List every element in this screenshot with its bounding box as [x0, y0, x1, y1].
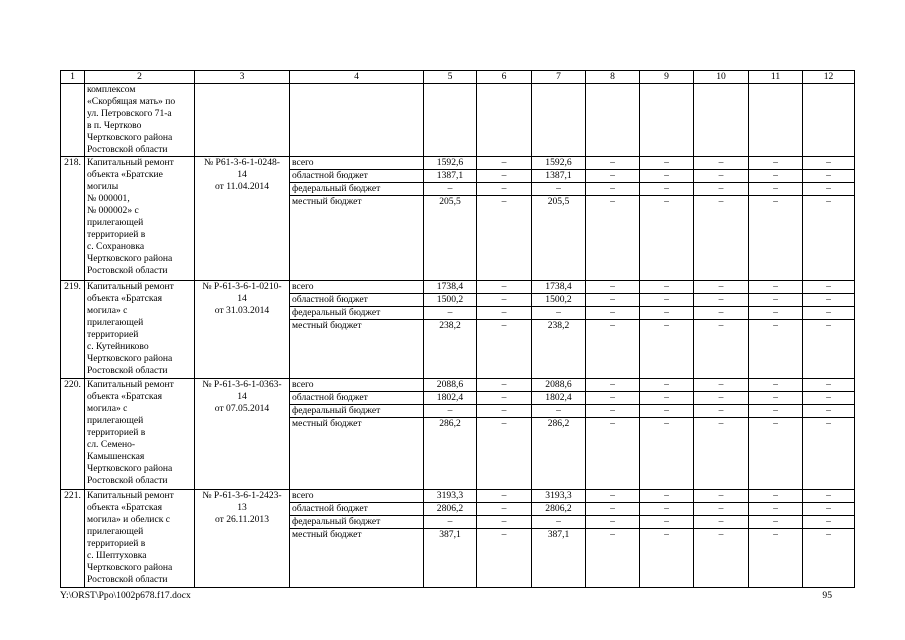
- value-col-10: –: [694, 281, 749, 294]
- row-number-cell: [61, 84, 85, 157]
- empty-cell: [290, 84, 424, 157]
- value-col-7: 205,5: [532, 196, 586, 281]
- value-col-6: –: [477, 529, 532, 588]
- budget-label: всего: [290, 490, 424, 503]
- row-number: 218.: [61, 157, 85, 281]
- value-col-5: 1802,4: [424, 392, 477, 405]
- empty-cell: [640, 84, 694, 157]
- value-col-9: –: [640, 405, 694, 418]
- value-col-5: 238,2: [424, 320, 477, 379]
- value-col-8: –: [586, 392, 640, 405]
- value-col-11: –: [749, 503, 803, 516]
- value-col-9: –: [640, 418, 694, 490]
- value-col-10: –: [694, 379, 749, 392]
- value-col-11: –: [749, 405, 803, 418]
- value-col-9: –: [640, 183, 694, 196]
- value-col-8: –: [586, 490, 640, 503]
- value-col-9: –: [640, 281, 694, 294]
- value-col-12: –: [803, 405, 855, 418]
- budget-label: областной бюджет: [290, 170, 424, 183]
- value-col-12: –: [803, 183, 855, 196]
- value-col-11: –: [749, 294, 803, 307]
- continuation-row: [61, 84, 855, 157]
- value-col-5: 205,5: [424, 196, 477, 281]
- value-col-8: –: [586, 516, 640, 529]
- value-col-5: 387,1: [424, 529, 477, 588]
- budget-label: местный бюджет: [290, 418, 424, 490]
- budget-label: местный бюджет: [290, 320, 424, 379]
- value-col-5: 2088,6: [424, 379, 477, 392]
- value-col-8: –: [586, 294, 640, 307]
- value-col-6: –: [477, 183, 532, 196]
- value-col-9: –: [640, 529, 694, 588]
- document-number: № Р61-3-6-1-0248- 14 от 11.04.2014: [195, 157, 290, 281]
- object-row: [61, 490, 855, 503]
- value-col-12: –: [803, 170, 855, 183]
- value-col-7: 286,2: [532, 418, 586, 490]
- value-col-5: 1592,6: [424, 157, 477, 170]
- empty-cell: [749, 84, 803, 157]
- page-number: 95: [822, 590, 832, 601]
- value-col-8: –: [586, 281, 640, 294]
- value-col-10: –: [694, 516, 749, 529]
- value-col-5: 1500,2: [424, 294, 477, 307]
- value-col-7: 1802,4: [532, 392, 586, 405]
- value-col-7: 2088,6: [532, 379, 586, 392]
- budget-label: федеральный бюджет: [290, 307, 424, 320]
- value-col-11: –: [749, 490, 803, 503]
- value-col-11: –: [749, 170, 803, 183]
- value-col-7: 3193,3: [532, 490, 586, 503]
- column-number-2: 2: [85, 71, 195, 84]
- value-col-10: –: [694, 490, 749, 503]
- value-col-12: –: [803, 307, 855, 320]
- value-col-6: –: [477, 281, 532, 294]
- value-col-9: –: [640, 490, 694, 503]
- value-col-11: –: [749, 281, 803, 294]
- budget-label: областной бюджет: [290, 503, 424, 516]
- object-name: Капитальный ремонт объекта «Братская могила» с прилегающей территорией в сл. Семено- Камышенская Чертковского района Ростовской области: [85, 379, 195, 490]
- value-col-6: –: [477, 503, 532, 516]
- value-col-8: –: [586, 405, 640, 418]
- row-number: 221.: [61, 490, 85, 588]
- value-col-11: –: [749, 157, 803, 170]
- object-name-cell: комплексом «Скорбящая мать» по ул. Петровского 71-а в п. Чертково Чертковского района Ростовской области: [85, 84, 195, 157]
- column-number-1: 1: [61, 71, 85, 84]
- value-col-6: –: [477, 392, 532, 405]
- value-col-5: –: [424, 516, 477, 529]
- empty-cell: [477, 84, 532, 157]
- row-number: 219.: [61, 281, 85, 379]
- value-col-10: –: [694, 503, 749, 516]
- object-name: Капитальный ремонт объекта «Братская могила» с прилегающей территорией с. Кутейниково Чертковского района Ростовской области: [85, 281, 195, 379]
- value-col-12: –: [803, 529, 855, 588]
- value-col-11: –: [749, 418, 803, 490]
- value-col-8: –: [586, 320, 640, 379]
- value-col-6: –: [477, 516, 532, 529]
- empty-cell: [694, 84, 749, 157]
- column-number-7: 7: [532, 71, 586, 84]
- value-col-12: –: [803, 281, 855, 294]
- value-col-5: –: [424, 183, 477, 196]
- row-number: 220.: [61, 379, 85, 490]
- value-col-8: –: [586, 529, 640, 588]
- empty-cell: [532, 84, 586, 157]
- value-col-6: –: [477, 320, 532, 379]
- value-col-5: 2806,2: [424, 503, 477, 516]
- value-col-8: –: [586, 196, 640, 281]
- value-col-12: –: [803, 157, 855, 170]
- header-row: [61, 71, 855, 84]
- budget-label: областной бюджет: [290, 294, 424, 307]
- value-col-10: –: [694, 294, 749, 307]
- empty-cell: [586, 84, 640, 157]
- value-col-10: –: [694, 157, 749, 170]
- value-col-5: 1387,1: [424, 170, 477, 183]
- value-col-9: –: [640, 379, 694, 392]
- value-col-11: –: [749, 307, 803, 320]
- value-col-10: –: [694, 418, 749, 490]
- object-row: [61, 157, 855, 170]
- column-number-12: 12: [803, 71, 855, 84]
- column-number-5: 5: [424, 71, 477, 84]
- budget-label: всего: [290, 281, 424, 294]
- value-col-11: –: [749, 320, 803, 379]
- column-number-6: 6: [477, 71, 532, 84]
- value-col-9: –: [640, 157, 694, 170]
- budget-label: местный бюджет: [290, 529, 424, 588]
- value-col-5: 3193,3: [424, 490, 477, 503]
- value-col-11: –: [749, 392, 803, 405]
- value-col-8: –: [586, 183, 640, 196]
- column-number-8: 8: [586, 71, 640, 84]
- value-col-6: –: [477, 379, 532, 392]
- value-col-5: 286,2: [424, 418, 477, 490]
- value-col-12: –: [803, 418, 855, 490]
- value-col-7: 387,1: [532, 529, 586, 588]
- object-name: Капитальный ремонт объекта «Братская могила» и обелиск с прилегающей территорией в с. Шептуховка Чертковского района Ростовской области: [85, 490, 195, 588]
- value-col-9: –: [640, 196, 694, 281]
- empty-cell: [195, 84, 290, 157]
- document-number: № Р-61-3-6-1-0210- 14 от 31.03.2014: [195, 281, 290, 379]
- value-col-7: –: [532, 405, 586, 418]
- value-col-5: 1738,4: [424, 281, 477, 294]
- column-number-4: 4: [290, 71, 424, 84]
- value-col-8: –: [586, 418, 640, 490]
- column-number-3: 3: [195, 71, 290, 84]
- value-col-7: 1738,4: [532, 281, 586, 294]
- value-col-6: –: [477, 405, 532, 418]
- value-col-8: –: [586, 170, 640, 183]
- value-col-6: –: [477, 418, 532, 490]
- value-col-9: –: [640, 170, 694, 183]
- value-col-10: –: [694, 196, 749, 281]
- value-col-10: –: [694, 170, 749, 183]
- value-col-11: –: [749, 529, 803, 588]
- empty-cell: [803, 84, 855, 157]
- value-col-10: –: [694, 529, 749, 588]
- value-col-7: 2806,2: [532, 503, 586, 516]
- value-col-8: –: [586, 379, 640, 392]
- value-col-7: –: [532, 183, 586, 196]
- value-col-5: –: [424, 405, 477, 418]
- value-col-9: –: [640, 294, 694, 307]
- value-col-12: –: [803, 320, 855, 379]
- value-col-9: –: [640, 307, 694, 320]
- value-col-8: –: [586, 503, 640, 516]
- value-col-6: –: [477, 170, 532, 183]
- value-col-9: –: [640, 392, 694, 405]
- value-col-11: –: [749, 183, 803, 196]
- value-col-12: –: [803, 379, 855, 392]
- value-col-6: –: [477, 157, 532, 170]
- value-col-12: –: [803, 196, 855, 281]
- value-col-7: 1500,2: [532, 294, 586, 307]
- file-path-footer: Y:\ORST\Ppo\1002p678.f17.docx: [60, 590, 191, 601]
- budget-label: областной бюджет: [290, 392, 424, 405]
- value-col-10: –: [694, 405, 749, 418]
- object-row: [61, 281, 855, 294]
- value-col-6: –: [477, 196, 532, 281]
- column-number-11: 11: [749, 71, 803, 84]
- value-col-6: –: [477, 490, 532, 503]
- document-number: № Р-61-3-6-1-2423- 13 от 26.11.2013: [195, 490, 290, 588]
- value-col-7: 238,2: [532, 320, 586, 379]
- object-name: Капитальный ремонт объекта «Братские могилы № 000001, № 000002» с прилегающей территорией в с. Сохрановка Чертковского района Ростовской области: [85, 157, 195, 281]
- value-col-9: –: [640, 320, 694, 379]
- value-col-9: –: [640, 516, 694, 529]
- value-col-7: –: [532, 307, 586, 320]
- value-col-7: 1592,6: [532, 157, 586, 170]
- value-col-9: –: [640, 503, 694, 516]
- value-col-12: –: [803, 516, 855, 529]
- value-col-10: –: [694, 392, 749, 405]
- empty-cell: [424, 84, 477, 157]
- value-col-10: –: [694, 307, 749, 320]
- budget-label: федеральный бюджет: [290, 183, 424, 196]
- value-col-12: –: [803, 294, 855, 307]
- column-number-9: 9: [640, 71, 694, 84]
- column-number-10: 10: [694, 71, 749, 84]
- budget-label: федеральный бюджет: [290, 405, 424, 418]
- object-row: [61, 379, 855, 392]
- value-col-11: –: [749, 196, 803, 281]
- budget-label: всего: [290, 157, 424, 170]
- budget-label: всего: [290, 379, 424, 392]
- value-col-7: –: [532, 516, 586, 529]
- budget-label: местный бюджет: [290, 196, 424, 281]
- value-col-7: 1387,1: [532, 170, 586, 183]
- value-col-6: –: [477, 294, 532, 307]
- document-number: № Р-61-3-6-1-0363- 14 от 07.05.2014: [195, 379, 290, 490]
- value-col-8: –: [586, 307, 640, 320]
- value-col-11: –: [749, 516, 803, 529]
- value-col-6: –: [477, 307, 532, 320]
- program-table: [60, 70, 855, 588]
- value-col-11: –: [749, 379, 803, 392]
- value-col-10: –: [694, 320, 749, 379]
- value-col-10: –: [694, 183, 749, 196]
- value-col-12: –: [803, 503, 855, 516]
- value-col-12: –: [803, 490, 855, 503]
- value-col-12: –: [803, 392, 855, 405]
- budget-label: федеральный бюджет: [290, 516, 424, 529]
- value-col-8: –: [586, 157, 640, 170]
- value-col-5: –: [424, 307, 477, 320]
